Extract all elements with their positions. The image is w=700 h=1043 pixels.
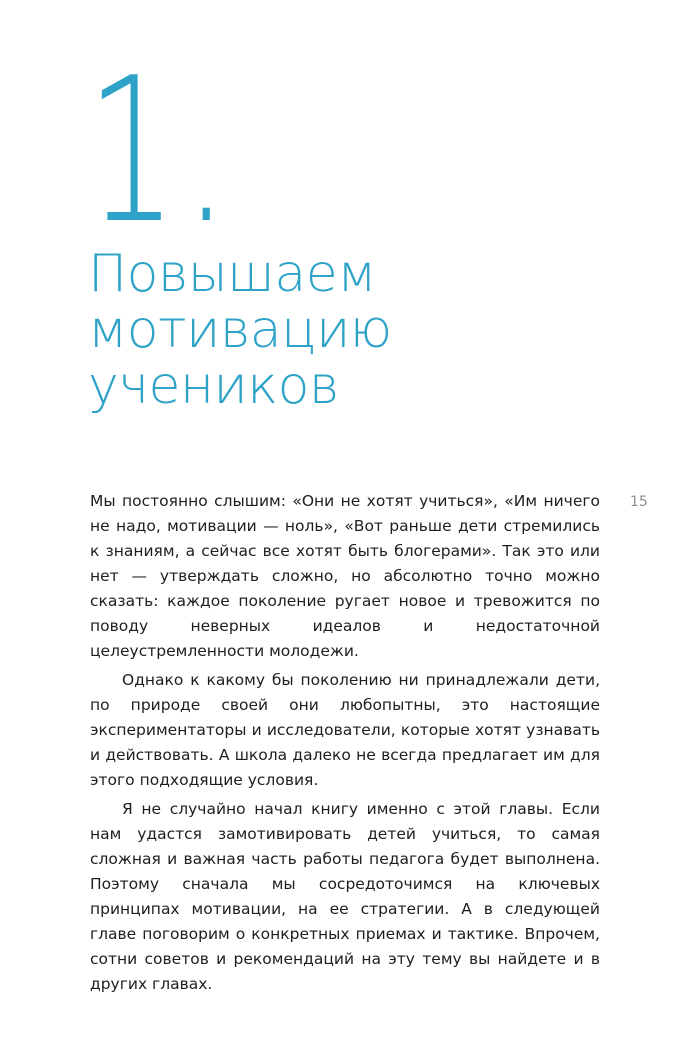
chapter-title-line-2: мотивацию [88,300,392,360]
chapter-number-dot: . [183,35,231,268]
page-number: 15 [630,494,648,510]
body-text [90,489,600,997]
paragraph-1: Мы постоянно слышим: «Они не хотят учиться», «Им ничего не надо, мотивации — ноль», «Вот раньше дети стремились к знаниям, а сейчас все хотят быть блогерами». Так это или нет — утверждать сложно, но абсолютно точно можно сказать: каждое поколение ругает новое и тревожится по поводу неверных идеалов и недостаточной целеустремленности молодежи. [90,492,600,660]
chapter-title [88,246,392,414]
chapter-title-line-1: Повышаем [88,244,376,304]
chapter-number-digit: 1 [86,35,180,268]
chapter-title-line-3: учеников [88,356,339,416]
paragraph-2: Однако к какому бы поколению ни принадлежали дети, по природе своей они любопытны, это настоящие экспериментаторы и исследователи, которые хотят узнавать и действовать. А школа далеко не всегда предлагает им для этого подходящие условия. [90,671,600,789]
paragraph-3: Я не случайно начал книгу именно с этой главы. Если нам удастся замотивировать детей учиться, то самая сложная и важная часть работы педагога будет выполнена. Поэтому сначала мы сосредоточимся на ключевых принципах мотивации, на ее стратегии. А в следующей главе поговорим о конкретных приемах и тактике. Впрочем, сотни советов и рекомендаций на эту тему вы найдете и в других главах. [90,800,600,993]
chapter-number [86,35,231,268]
